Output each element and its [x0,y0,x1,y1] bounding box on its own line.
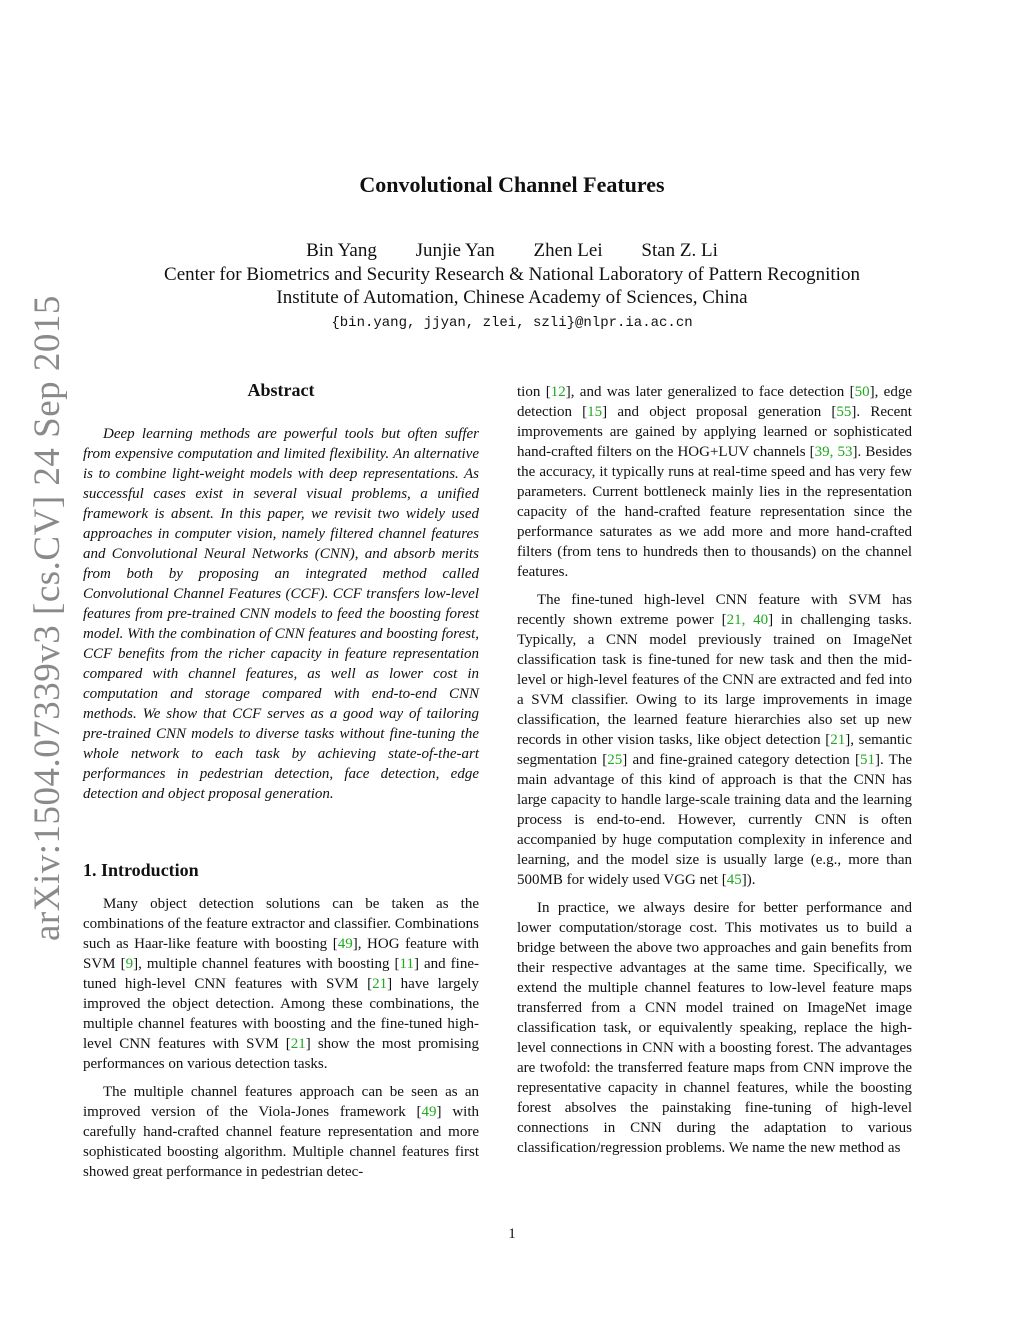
body-paragraph-1: tion [12], and was later generalized to face detection [50], edge detection [15] and object proposal generation [55]. Recent improvements are gained by applying learned or sophisticated hand-crafted filters on the HOG+LUV channels [39, 53]. Besides the accuracy, it typically runs at real-time speed and has very few parameters. Current bottleneck mainly lies in the representation capacity of the hand-crafted feature representation since the performance saturates as we add more and more hand-crafted filters (from tens to hundreds then to thousands) on the channel features. [517,384,912,580]
body-paragraph-2: The fine-tuned high-level CNN feature with SVM has recently shown extreme power [21, 40] in challenging tasks. Typically, a CNN model previously trained on ImageNet classification task is fine-tuned for new task and then the mid-level or high-level features of the CNN are extracted and fed into a SVM classifier. Owing to its large improvements in image classification, the learned feature hierarchies also set up new records in other vision tasks, like object detection [21], semantic segmentation [25] and fine-grained category detection [51]. The main advantage of this kind of approach is that the CNN has large capacity to handle large-scale training data and the learning process is end-to-end. However, currently CNN is often accompanied by huge computation complexity in inference and learning, and the model size is usually large (e.g., more than 500MB for widely used VGG net [45]). [517,592,913,888]
abstract-paragraph: Deep learning methods are powerful tools but often suffer from expensive computation and limited flexibility. An alternative is to combine light-weight models with deep representations. As successful cases exist in several visual problems, a unified framework is absent. In this paper, we revisit two widely used approaches in computer vision, namely filtered channel features and Convolutional Neural Networks (CNN), and absorb merits from both by proposing an integrated method called Convolutional Channel Features (CCF). CCF transfers low-level features from pre-trained CNN models to feed the boosting forest model. With the combination of CNN features and boosting forest, CCF benefits from the richer capacity in feature representation compared with channel features, as well as lower cost in computation and storage compared with end-to-end CNN methods. We show that CCF serves as a good way of tailoring pre-trained CNN models to diverse tasks without fine-tuning the whole network to each task by achieving state-of-the-art performances in pedestrian detection, face detection, edge detection and object proposal generation. [83,426,479,802]
abstract-body [83,424,479,804]
citation-link[interactable]: 45 [726,872,742,888]
affiliation-line-1: Center for Biometrics and Security Research & National Laboratory of Pattern Recognition [164,264,860,285]
abstract-heading: Abstract [247,380,315,400]
introduction-left-column [83,894,479,1182]
author-name: Zhen Lei [533,240,603,261]
citation-link[interactable]: 21 [372,976,388,992]
author-name: Junjie Yan [415,240,495,261]
affiliation-line-2: Institute of Automation, Chinese Academy of Sciences, China [276,287,748,308]
citation-link[interactable]: 39, 53 [814,444,853,460]
paper-title: Convolutional Channel Features [359,172,665,197]
right-column [517,382,912,1158]
author-name: Bin Yang [306,240,377,261]
citation-link[interactable]: 50 [854,384,870,400]
citation-link[interactable]: 21 [830,732,846,748]
citation-link[interactable]: 21 [290,1036,306,1052]
citation-link[interactable]: 9 [125,956,134,972]
author-list [0,240,1024,262]
arxiv-identifier: arXiv:1504.07339v3 [cs.CV] 24 Sep 2015 [27,295,68,941]
section-heading-introduction: 1. Introduction [83,860,199,880]
citation-link[interactable]: 55 [836,404,852,420]
citation-link[interactable]: 11 [399,956,414,972]
author-emails: {bin.yang, jjyan, zlei, szli}@nlpr.ia.ac.cn [331,315,693,331]
intro-paragraph-1: Many object detection solutions can be taken as the combinations of the feature extractor and classifier. Combinations such as Haar-like feature with boosting [49], HOG feature with SVM [9], multiple channel features with boosting [11] and fine-tuned high-level CNN features with SVM [21] have largely improved the object detection. Among these combinations, the multiple channel features with boosting and the fine-tuned high-level CNN features with SVM [21] show the most promising performances on various detection tasks. [83,896,480,1072]
arxiv-watermark [18,295,78,941]
citation-link[interactable]: 15 [587,404,603,420]
citation-link[interactable]: 21, 40 [726,612,769,628]
citation-link[interactable]: 25 [607,752,623,768]
intro-paragraph-2: The multiple channel features approach can be seen as an improved version of the Viola-Jones framework [49] with carefully hand-crafted channel feature representation and more sophisticated boosting algorithm. Multiple channel features first showed great performance in pedestrian detec- [83,1084,479,1180]
author-name: Stan Z. Li [641,240,718,261]
page-number: 1 [508,1226,516,1242]
citation-link[interactable]: 51 [859,752,875,768]
body-paragraph-3: In practice, we always desire for better performance and lower computation/storage cost. This motivates us to build a bridge between the above two approaches and gain benefits from their respective advantages at the same time. Specifically, we extend the multiple channel features to low-level feature maps transferred from a CNN model trained on ImageNet image classification task, or equivalently speaking, replace the high-level connections in CNN with a boosting forest. The advantages are twofold: the transferred feature maps from CNN improve the representative capacity in channel features, while the boosting forest absolves the painstaking fine-tuning of high-level connections in CNN during the adaptation to various classification/regression problems. We name the new method as [517,900,912,1156]
citation-link[interactable]: 49 [421,1104,437,1120]
citation-link[interactable]: 49 [337,936,353,952]
citation-link[interactable]: 12 [550,384,566,400]
